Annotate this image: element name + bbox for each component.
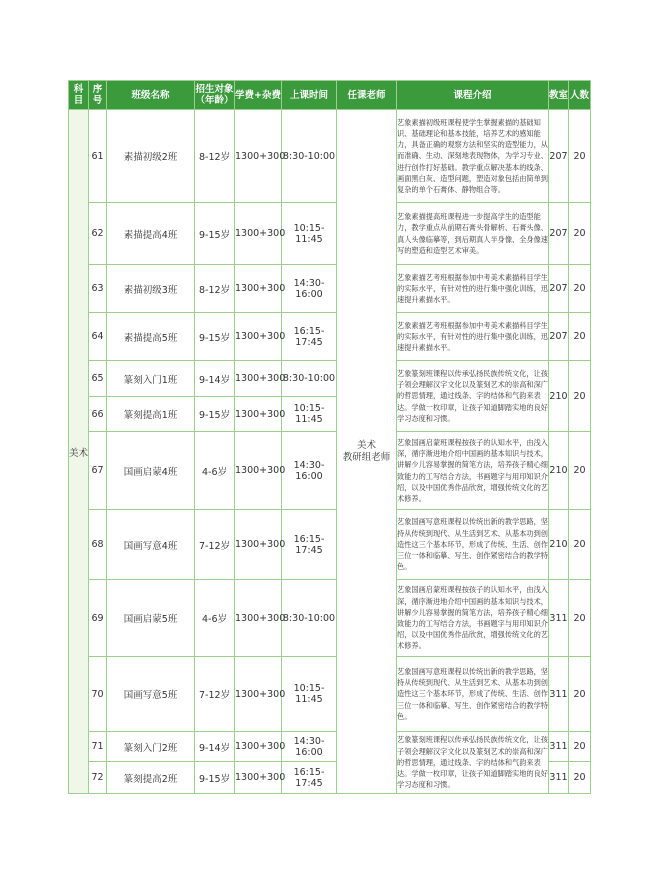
room-cell: 311 xyxy=(549,762,569,794)
table-row xyxy=(69,580,591,657)
time-cell: 8:30-10:00 xyxy=(282,110,337,203)
fee-cell: 1300+300 xyxy=(235,203,282,265)
fee-cell: 1300+300 xyxy=(235,397,282,432)
intro-text: 艺象素描初级班课程使学生掌握素描的基础知识、基础理论和基本技能，培养艺术的感知能力，具备正确的观察方法和坚实的造型能力，从而准确、生动、深刻地表现物体，为学习专业、进行创作打好基础。教学重点解决基本的线条、画面黑白灰、造型问题，塑造对象包括由简单到复杂的单个石膏体、静物组合等。 xyxy=(397,117,548,194)
age-cell: 4-6岁 xyxy=(195,580,235,657)
seq-cell: 67 xyxy=(89,432,107,510)
intro-text: 艺象素描提高班课程进一步提高学生的造型能力，教学重点从前期石膏头骨解析、石膏头像、真人头像临摹等，到后期真人半身像、全身像速写的塑造和造型艺术审美。 xyxy=(397,212,548,255)
age-cell: 8-12岁 xyxy=(195,265,235,313)
table-row xyxy=(69,657,591,732)
intro-cell xyxy=(397,732,549,794)
header-row xyxy=(69,81,591,110)
fee-cell: 1300+300 xyxy=(235,110,282,203)
room-cell: 311 xyxy=(549,732,569,762)
class-name-cell: 素描提高5班 xyxy=(107,313,195,361)
fee-cell: 1300+300 xyxy=(235,361,282,397)
seq-cell: 64 xyxy=(89,313,107,361)
header-time: 上课时间 xyxy=(282,81,337,110)
table-row xyxy=(69,265,591,313)
seq-cell: 72 xyxy=(89,762,107,794)
intro-text: 艺象国画写意班课程以传统出新的教学思路，坚持从传统到现代、从生活到艺术、从基本功到创造性这三个基本环节，形成了传统、生活、创作三位一体和临摹、写生、创作紧密结合的教学特色。 xyxy=(397,517,548,572)
intro-cell xyxy=(397,203,549,265)
class-name-cell: 国画启蒙5班 xyxy=(107,580,195,657)
subject-cell: 美术 xyxy=(69,110,89,794)
seq-cell: 70 xyxy=(89,657,107,732)
intro-cell xyxy=(397,265,549,313)
table-row xyxy=(69,110,591,203)
count-cell: 20 xyxy=(569,510,591,580)
intro-cell xyxy=(397,361,549,432)
class-name-cell: 国画启蒙4班 xyxy=(107,432,195,510)
header-age-line1: 招生对象 xyxy=(195,84,234,95)
intro-cell xyxy=(397,510,549,580)
age-cell: 7-12岁 xyxy=(195,510,235,580)
intro-text: 艺象素描艺考班根据参加中考美术素描科目学生的实际水平，有针对性的进行集中强化训练，迅速提升素描水平。 xyxy=(397,272,548,305)
teacher-line2: 教研组老师 xyxy=(342,451,391,463)
intro-cell xyxy=(397,657,549,732)
header-subject: 科目 xyxy=(69,81,89,110)
count-cell: 20 xyxy=(569,657,591,732)
header-age xyxy=(195,81,235,110)
header-class-name: 班级名称 xyxy=(107,81,195,110)
age-cell: 9-14岁 xyxy=(195,732,235,762)
time-cell: 16:15-17:45 xyxy=(282,762,337,794)
seq-cell: 69 xyxy=(89,580,107,657)
class-schedule-table xyxy=(68,80,591,794)
age-cell: 4-6岁 xyxy=(195,432,235,510)
seq-cell: 68 xyxy=(89,510,107,580)
room-cell: 207 xyxy=(549,110,569,203)
time-cell: 14:30-16:00 xyxy=(282,432,337,510)
header-room: 教室 xyxy=(549,81,569,110)
count-cell: 20 xyxy=(569,265,591,313)
class-name-cell: 篆刻提高2班 xyxy=(107,762,195,794)
room-cell: 311 xyxy=(549,580,569,657)
count-cell: 20 xyxy=(569,762,591,794)
header-count: 人数 xyxy=(569,81,591,110)
intro-text: 艺象篆刻班课程以传承弘扬民族传统文化，让孩子领会理解汉字文化以及篆刻艺术的崇高和深广的哲思情理，通过线条、字的结体和气韵来表达。学做一枚印章，让孩子知道脚踏实地的良好学习态度和习惯。 xyxy=(397,735,548,790)
intro-cell xyxy=(397,580,549,657)
seq-cell: 71 xyxy=(89,732,107,762)
count-cell: 20 xyxy=(569,432,591,510)
header-age-line2: （年龄） xyxy=(195,95,234,106)
age-cell: 9-15岁 xyxy=(195,313,235,361)
teacher-line1: 美术 xyxy=(356,439,376,451)
header-seq: 序号 xyxy=(89,81,107,110)
time-cell: 16:15-17:45 xyxy=(282,313,337,361)
teacher-cell xyxy=(337,110,397,794)
age-cell: 9-15岁 xyxy=(195,397,235,432)
class-name-cell: 篆刻提高1班 xyxy=(107,397,195,432)
room-cell: 207 xyxy=(549,265,569,313)
seq-cell: 62 xyxy=(89,203,107,265)
age-cell: 7-12岁 xyxy=(195,657,235,732)
count-cell: 20 xyxy=(569,110,591,203)
time-cell: 14:30-16:00 xyxy=(282,732,337,762)
fee-cell: 1300+300 xyxy=(235,657,282,732)
time-cell: 16:15-17:45 xyxy=(282,510,337,580)
fee-cell: 1300+300 xyxy=(235,265,282,313)
header-intro: 课程介绍 xyxy=(397,81,549,110)
class-name-cell: 国画写意4班 xyxy=(107,510,195,580)
intro-text: 艺象国画启蒙班课程按孩子的认知水平，由浅入深，循序渐进地介绍中国画的基本知识与技术，讲解少儿容易掌握的简笔方法，培养孩子精心细致能力的工写结合方法，书画题字与用印知识介绍，以及中国优秀作品欣赏，增强传统文化的艺术修养。 xyxy=(397,585,548,651)
intro-cell xyxy=(397,432,549,510)
time-cell: 10:15-11:45 xyxy=(282,397,337,432)
intro-text: 艺象素描艺考班根据参加中考美术素描科目学生的实际水平，有针对性的进行集中强化训练，迅速提升素描水平。 xyxy=(397,320,548,353)
header-teacher: 任课老师 xyxy=(337,81,397,110)
room-cell: 207 xyxy=(549,313,569,361)
age-cell: 8-12岁 xyxy=(195,110,235,203)
class-name-cell: 素描提高4班 xyxy=(107,203,195,265)
age-cell: 9-15岁 xyxy=(195,203,235,265)
fee-cell: 1300+300 xyxy=(235,313,282,361)
time-cell: 14:30-16:00 xyxy=(282,265,337,313)
table-row xyxy=(69,732,591,762)
header-fee: 学费+杂费 xyxy=(235,81,282,110)
intro-text: 艺象国画写意班课程以传统出新的教学思路，坚持从传统到现代、从生活到艺术、从基本功到创造性这三个基本环节，形成了传统、生活、创作三位一体和临摹、写生、创作紧密结合的教学特色。 xyxy=(397,666,548,721)
count-cell: 20 xyxy=(569,732,591,762)
count-cell: 20 xyxy=(569,580,591,657)
table-row xyxy=(69,361,591,397)
seq-cell: 66 xyxy=(89,397,107,432)
count-cell: 20 xyxy=(569,313,591,361)
table-row xyxy=(69,313,591,361)
time-cell: 8:30-10:00 xyxy=(282,580,337,657)
class-name-cell: 素描初级2班 xyxy=(107,110,195,203)
class-name-cell: 篆刻入门2班 xyxy=(107,732,195,762)
table-row xyxy=(69,510,591,580)
class-name-cell: 篆刻入门1班 xyxy=(107,361,195,397)
count-cell: 20 xyxy=(569,203,591,265)
fee-cell: 1300+300 xyxy=(235,732,282,762)
intro-cell xyxy=(397,110,549,203)
class-name-cell: 素描初级3班 xyxy=(107,265,195,313)
room-cell: 210 xyxy=(549,510,569,580)
age-cell: 9-15岁 xyxy=(195,762,235,794)
fee-cell: 1300+300 xyxy=(235,432,282,510)
room-cell: 210 xyxy=(549,432,569,510)
room-cell: 207 xyxy=(549,203,569,265)
age-cell: 9-14岁 xyxy=(195,361,235,397)
time-cell: 10:15-11:45 xyxy=(282,657,337,732)
table-row xyxy=(69,203,591,265)
time-cell: 10:15-11:45 xyxy=(282,203,337,265)
intro-text: 艺象国画启蒙班课程按孩子的认知水平，由浅入深，循序渐进地介绍中国画的基本知识与技术，讲解少儿容易掌握的简笔方法，培养孩子精心细致能力的工写结合方法，书画题字与用印知识介绍，以及中国优秀作品欣赏，增强传统文化的艺术修养。 xyxy=(397,437,548,503)
seq-cell: 61 xyxy=(89,110,107,203)
time-cell: 8:30-10:00 xyxy=(282,361,337,397)
intro-cell xyxy=(397,313,549,361)
room-cell: 210 xyxy=(549,361,569,432)
fee-cell: 1300+300 xyxy=(235,580,282,657)
room-cell: 311 xyxy=(549,657,569,732)
fee-cell: 1300+300 xyxy=(235,762,282,794)
count-cell: 20 xyxy=(569,361,591,432)
intro-text: 艺象篆刻班课程以传承弘扬民族传统文化，让孩子领会理解汉字文化以及篆刻艺术的崇高和深广的哲思情理，通过线条、字的结体和气韵来表达。学做一枚印章，让孩子知道脚踏实地的良好学习态度和习惯。 xyxy=(397,368,548,423)
fee-cell: 1300+300 xyxy=(235,510,282,580)
table-row xyxy=(69,432,591,510)
seq-cell: 65 xyxy=(89,361,107,397)
class-name-cell: 国画写意5班 xyxy=(107,657,195,732)
seq-cell: 63 xyxy=(89,265,107,313)
